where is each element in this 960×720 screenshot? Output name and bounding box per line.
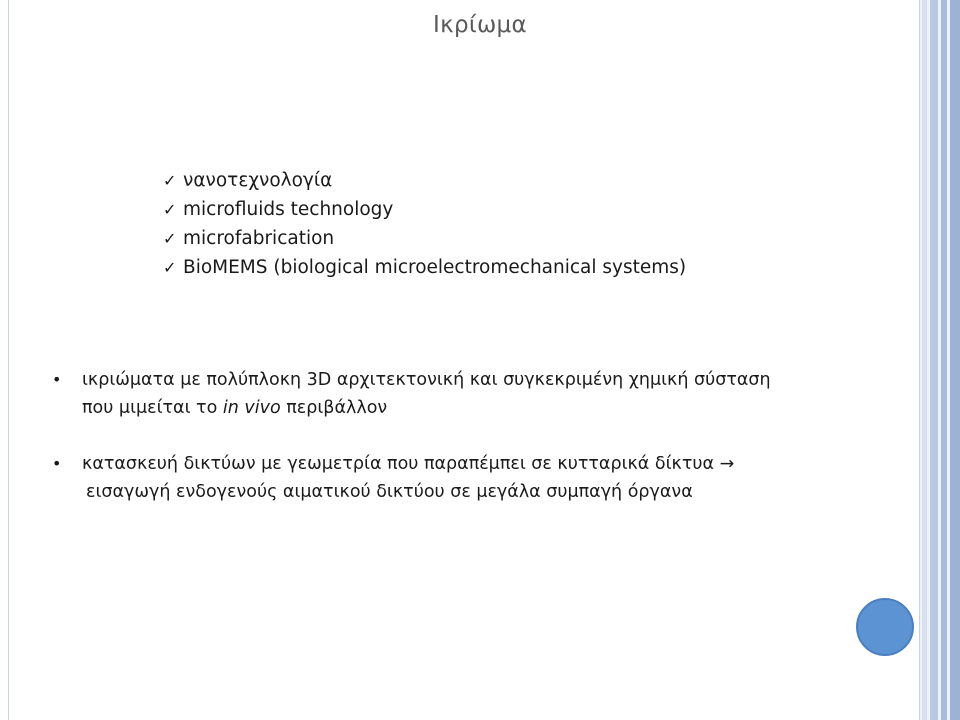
checklist-item <box>163 224 686 253</box>
bullet-line-2 <box>82 394 872 422</box>
slide-title: Ικρίωμα <box>433 12 527 38</box>
checkmark-icon: ✓ <box>163 229 177 248</box>
bullet-italic-text: in vivo <box>222 398 281 418</box>
bullet-item <box>52 366 872 422</box>
bullet-list <box>52 366 872 506</box>
checklist-item-label: microfabrication <box>183 228 335 249</box>
checklist-item <box>163 253 686 282</box>
checklist-item-label: BioMEMS (biological microelectromechanical systems) <box>183 257 687 278</box>
bullet-dot-icon: • <box>52 454 62 473</box>
bullet-item <box>52 450 872 506</box>
checklist-item-label: νανοτεχνολογία <box>183 170 333 191</box>
checklist-item-label: microfluids technology <box>183 199 394 220</box>
bullet-text: περιβάλλον <box>280 398 388 418</box>
checkmark-icon: ✓ <box>163 258 177 277</box>
checklist-item <box>163 195 686 224</box>
bullet-line-1: κατασκευή δικτύων με γεωμετρία που παραπέμπει σε κυτταρικά δίκτυα → <box>82 454 735 474</box>
checkmark-icon: ✓ <box>163 200 177 219</box>
slide-frame <box>8 0 920 720</box>
checkmark-icon: ✓ <box>163 171 177 190</box>
checklist <box>163 166 686 282</box>
bullet-line-1: ικριώματα με πολύπλοκη 3D αρχιτεκτονική και συγκεκριμένη χημική σύσταση <box>82 370 771 390</box>
bullet-line-2: εισαγωγή ενδογενούς αιματικού δικτύου σε μεγάλα συμπαγή όργανα <box>86 482 693 502</box>
decorative-stripes <box>920 0 960 720</box>
checklist-item <box>163 166 686 195</box>
bullet-text: που μιμείται το <box>82 398 223 418</box>
decorative-circle <box>856 598 914 656</box>
bullet-dot-icon: • <box>52 370 62 389</box>
